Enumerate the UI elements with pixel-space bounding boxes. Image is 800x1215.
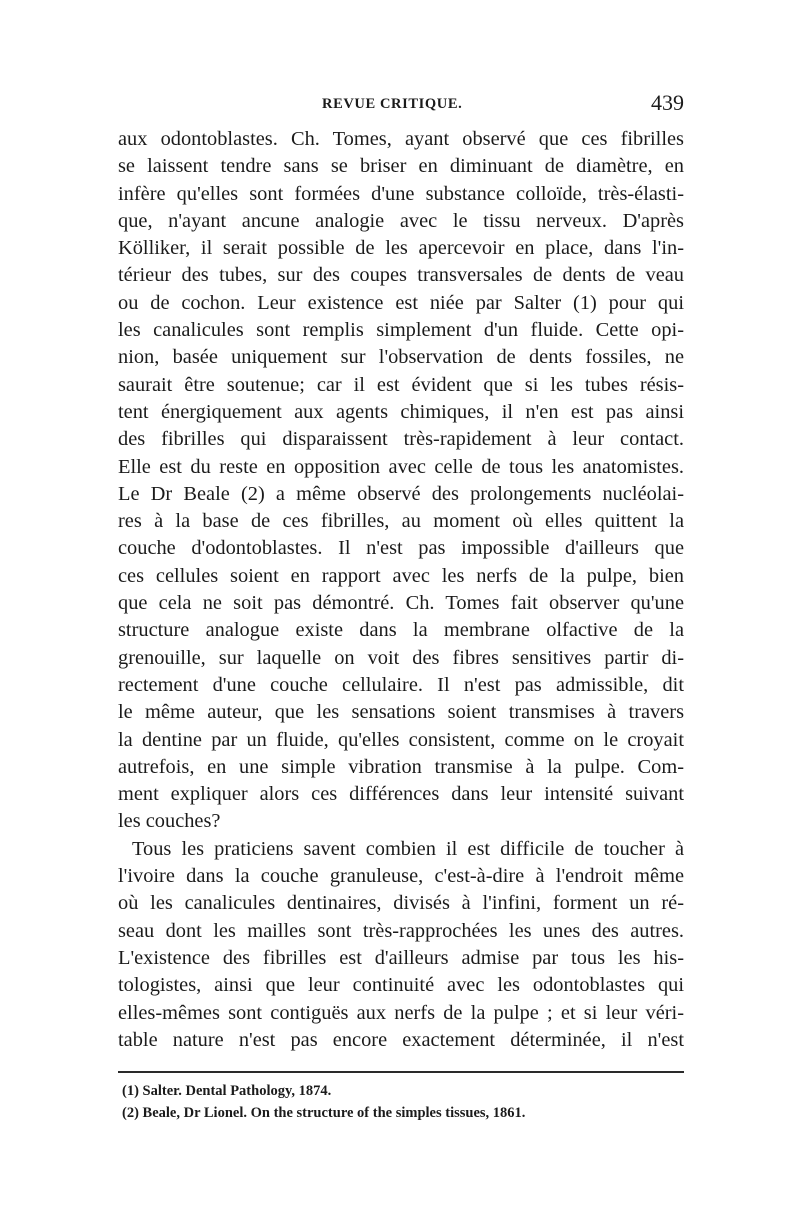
text-line: se laissent tendre sans se briser en diminuant de diamètre, en bbox=[118, 155, 684, 178]
text-line: que, n'ayant ancune analogie avec le tissu nerveux. D'après bbox=[118, 209, 684, 232]
text-line: l'ivoire dans la couche granuleuse, c'est-à-dire à l'endroit même bbox=[118, 865, 684, 888]
paragraph-start-line: Tous les praticiens savent combien il est difficile de toucher à bbox=[132, 837, 684, 860]
text-line: les canalicules sont remplis simplement d'un fluide. Cette opi- bbox=[118, 319, 684, 342]
footnote-1: (1) Salter. Dental Pathology, 1874. bbox=[122, 1083, 332, 1099]
text-line: tologistes, ainsi que leur continuité avec les odontoblastes qui bbox=[118, 974, 684, 997]
paragraph-end-line: les couches? bbox=[118, 810, 221, 833]
text-line: res à la base de ces fibrilles, au moment où elles quittent la bbox=[118, 510, 684, 533]
text-line: autrefois, en une simple vibration transmise à la pulpe. Com- bbox=[118, 755, 684, 778]
text-line: Kölliker, il serait possible de les apercevoir en place, dans l'in- bbox=[118, 237, 684, 260]
text-line: grenouille, sur laquelle on voit des fibres sensitives partir di- bbox=[118, 646, 684, 669]
text-line: ces cellules soient en rapport avec les nerfs de la pulpe, bien bbox=[118, 564, 684, 587]
text-line: seau dont les mailles sont très-rapprochées les unes des autres. bbox=[118, 919, 684, 942]
text-line: L'existence des fibrilles est d'ailleurs admise par tous les his- bbox=[118, 946, 684, 969]
text-line: térieur des tubes, sur des coupes transversales de dents de veau bbox=[118, 264, 684, 287]
page-number: 439 bbox=[651, 90, 684, 115]
text-line: Le Dr Beale (2) a même observé des prolongements nucléolai- bbox=[118, 482, 684, 505]
text-line: table nature n'est pas encore exactement déterminée, il n'est bbox=[118, 1028, 684, 1051]
text-line: que cela ne soit pas démontré. Ch. Tomes fait observer qu'une bbox=[118, 592, 684, 615]
running-head bbox=[118, 90, 684, 120]
text-line: couche d'odontoblastes. Il n'est pas impossible d'ailleurs que bbox=[118, 537, 684, 560]
footnote-divider bbox=[118, 1071, 684, 1073]
text-line: la dentine par un fluide, qu'elles consistent, comme on le croyait bbox=[118, 728, 684, 751]
text-line: ment expliquer alors ces différences dans leur intensité suivant bbox=[118, 783, 684, 806]
text-line: ou de cochon. Leur existence est niée par Salter (1) pour qui bbox=[118, 291, 684, 314]
footnote-2: (2) Beale, Dr Lionel. On the structure of the simples tissues, 1861. bbox=[122, 1105, 526, 1121]
text-line: le même auteur, que les sensations soient transmises à travers bbox=[118, 701, 684, 724]
text-line: elles-mêmes sont contiguës aux nerfs de la pulpe ; et si leur véri- bbox=[118, 1001, 684, 1024]
text-line: structure analogue existe dans la membrane olfactive de la bbox=[118, 619, 684, 642]
text-line: où les canalicules dentinaires, divisés à l'infini, forment un ré- bbox=[118, 892, 684, 915]
text-line: aux odontoblastes. Ch. Tomes, ayant observé que ces fibrilles bbox=[118, 128, 684, 150]
text-line: infère qu'elles sont formées d'une substance colloïde, très-élasti- bbox=[118, 182, 684, 205]
text-line: des fibrilles qui disparaissent très-rapidement à leur contact. bbox=[118, 428, 684, 451]
text-line: tent énergiquement aux agents chimiques, il n'en est pas ainsi bbox=[118, 400, 684, 423]
text-line: Elle est du reste en opposition avec celle de tous les anatomistes. bbox=[118, 455, 684, 478]
text-line: saurait être soutenue; car il est évident que si les tubes résis- bbox=[118, 373, 684, 396]
running-title: REVUE CRITIQUE. bbox=[322, 96, 463, 112]
text-line: nion, basée uniquement sur l'observation de dents fossiles, ne bbox=[118, 346, 684, 369]
body-text bbox=[118, 126, 684, 1054]
text-line: rectement d'une couche cellulaire. Il n'est pas admissible, dit bbox=[118, 673, 684, 696]
footnotes bbox=[122, 1080, 682, 1124]
